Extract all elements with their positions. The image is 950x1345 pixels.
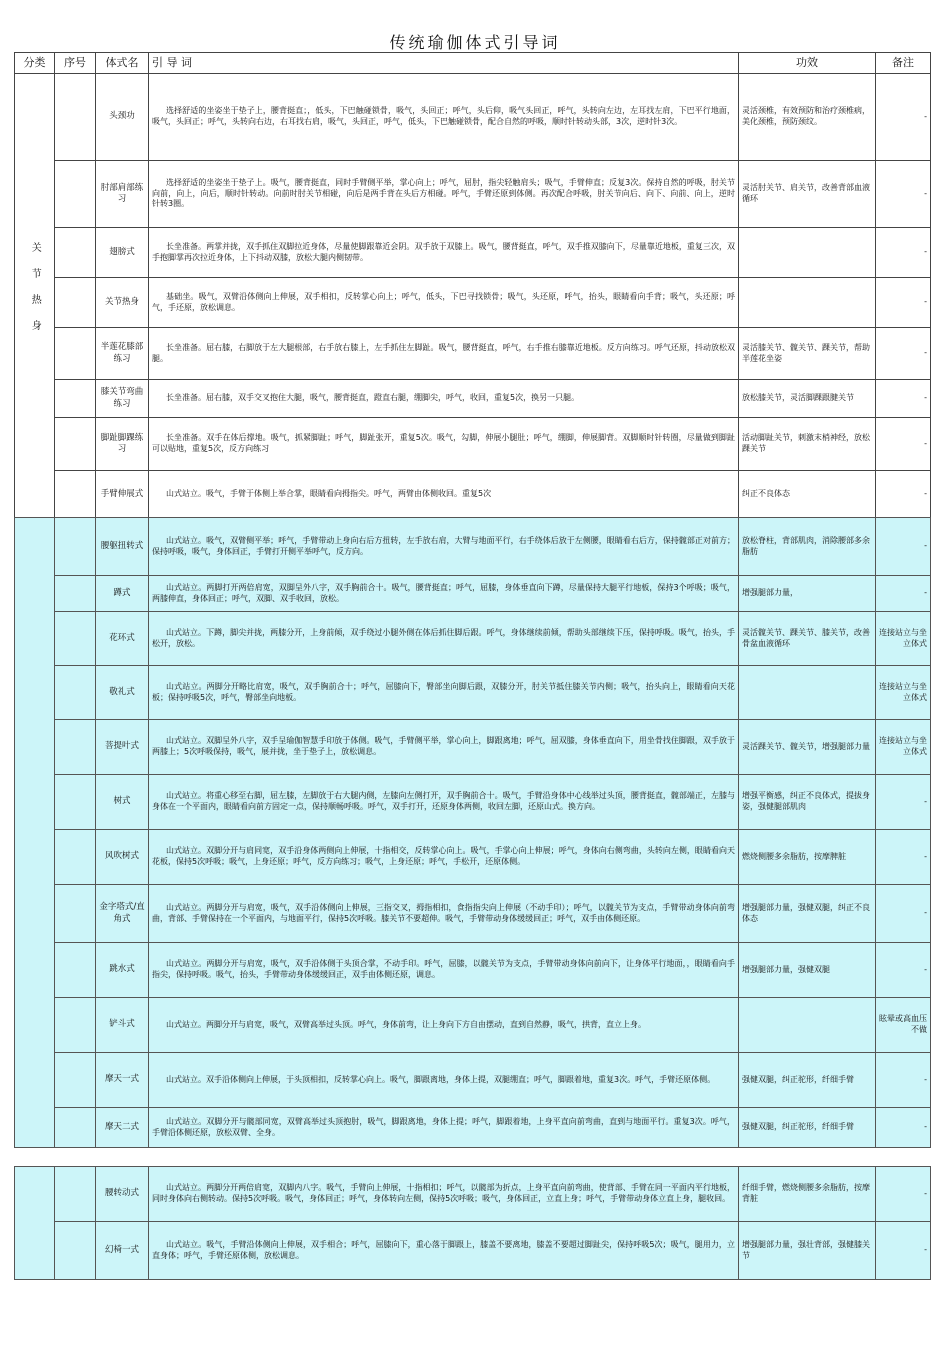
pose-name-cell: 敬礼式 — [96, 666, 149, 720]
header-guide: 引 导 词 — [149, 53, 739, 74]
table-row — [15, 1108, 931, 1148]
guide-text-cell: 山式站立。两脚打开两倍肩宽，双脚呈外八字，双手胸前合十。吸气，腰背挺直；呼气，屈膝，身体垂直向下蹲，尽量保持大腿平行地板，保持3个呼吸；吸气，两膝伸直，身体回正；呼气，双脚、双手收回，放松。 — [149, 576, 739, 612]
number-cell — [55, 278, 96, 328]
number-cell — [55, 943, 96, 998]
guide-text-cell: 山式站立。下蹲，脚尖并拢，两膝分开，上身前倾，双手绕过小腿外侧在体后抓住脚后跟。呼气，身体继续前倾，帮助头部继续下压，保持呼吸。吸气，抬头，手松开，放松。 — [149, 612, 739, 666]
number-cell — [55, 418, 96, 471]
table-row — [15, 1053, 931, 1108]
table-row — [15, 278, 931, 328]
number-cell — [55, 885, 96, 943]
guide-text-cell: 山式站立。吸气，手臂沿体侧向上伸展，双手相合；呼气，屈膝向下，重心落于脚跟上，膝盖不要离地，膝盖不要超过脚趾尖，保持呼吸5次；吸气，腿用力，立直身体；呼气，手臂还原体侧，放松调息。 — [149, 1222, 739, 1280]
pose-name-cell: 关节热身 — [96, 278, 149, 328]
guide-text-cell: 长坐准备。两掌并拢，双手抓住双脚拉近身体，尽量使脚跟靠近会阴。双手放于双膝上。吸气，腰背挺直，呼气，双手推双膝向下，尽量靠近地板，重复三次，双手抱脚掌再次拉近身体，上下抖动双膝，放松大腿内侧韧带。 — [149, 228, 739, 278]
pose-name-cell: 半莲花膝部练习 — [96, 328, 149, 380]
note-cell: 连接站立与坐立体式 — [876, 612, 931, 666]
header-number: 序号 — [55, 53, 96, 74]
number-cell — [55, 612, 96, 666]
note-cell: - — [876, 830, 931, 885]
table-header-row — [15, 53, 931, 74]
pose-table-section-1 — [14, 52, 931, 519]
number-cell — [55, 666, 96, 720]
table-row — [15, 380, 931, 418]
note-cell: - — [876, 418, 931, 471]
note-cell: - — [876, 278, 931, 328]
pose-name-cell: 腰转动式 — [96, 1167, 149, 1222]
table-row — [15, 1222, 931, 1280]
pose-name-cell: 花环式 — [96, 612, 149, 666]
effect-cell: 灵活踝关节、髋关节，增强腿部力量 — [739, 720, 876, 775]
effect-cell: 放松脊柱，背部肌肉，消除腰部多余脂肪 — [739, 518, 876, 576]
effect-cell: 灵活肘关节、肩关节，改善背部血液循环 — [739, 161, 876, 228]
number-cell — [55, 830, 96, 885]
note-cell: - — [876, 328, 931, 380]
number-cell — [55, 576, 96, 612]
table-row — [15, 161, 931, 228]
guide-text-cell: 山式站立。双脚呈外八字，双手呈瑜伽智慧手印放于体侧。吸气，手臂侧平举，掌心向上，脚跟离地；呼气，屈双膝，身体垂直向下，用坐骨找住脚跟，双手放于两膝上；5次呼吸保持，吸气，展并拢，坐于垫子上，放松调息。 — [149, 720, 739, 775]
effect-cell: 增强腿部力量，强健双腿 — [739, 943, 876, 998]
guide-text-cell: 选择舒适的坐姿坐于垫子上。吸气，腰背挺直，同时手臂侧平举，掌心向上；呼气，屈肘，指尖轻触肩头；吸气，手臂伸直；反复3次。保持自然的呼吸，肘关节向前，向上，向后，顺时针转动。向前时肘关节相碰，向后是两手背在头后方相碰。呼气，手臂还原到体侧。再次配合呼吸，肘关节向后、向下、向前、向上，逆时针转3圈。 — [149, 161, 739, 228]
effect-cell: 纤细手臂，燃烧侧腰多余脂肪，按摩背脏 — [739, 1167, 876, 1222]
pose-name-cell: 树式 — [96, 775, 149, 830]
effect-cell: 增强平衡感，纠正不良体式，提拔身姿，强健腿部肌肉 — [739, 775, 876, 830]
number-cell — [55, 775, 96, 830]
guide-text-cell: 山式站立。双脚分开与肩同宽，双手沿身体两侧向上伸展，十指相交，反转掌心向上。吸气，手掌心向上伸展；呼气，身体向右侧弯曲，头转向左侧，眼睛看向天花板，保持5次呼吸；吸气，上身还原；呼气，反方向练习；吸气，上身还原；呼气，手松开，还原体侧。 — [149, 830, 739, 885]
pose-name-cell: 铲斗式 — [96, 998, 149, 1053]
note-cell: - — [876, 576, 931, 612]
guide-text-cell: 山式站立。双脚分开与髋部同宽，双臂高举过头顶抱肘，吸气，脚跟离地，身体上提；呼气，脚跟着地，上身平直向前弯曲，直到与地面平行。重复3次。呼气，手臂沿体侧还原，放松双臂、全身。 — [149, 1108, 739, 1148]
table-row — [15, 518, 931, 576]
table-row — [15, 998, 931, 1053]
table-row — [15, 328, 931, 380]
note-cell: - — [876, 885, 931, 943]
table-row — [15, 74, 931, 161]
pose-name-cell: 跳水式 — [96, 943, 149, 998]
number-cell — [55, 328, 96, 380]
guide-text-cell: 山式站立。两脚分开与肩宽，吸气，双手沿体侧于头顶合掌，不动手印。呼气，屈膝，以髋关节为支点，手臂带动身体向前向下，让身体平行地面，，眼睛看向手指尖，保持呼吸。吸气，抬头，手臂带动身体缓缓回正，双手由体侧还原，调息。 — [149, 943, 739, 998]
page-title: 传统瑜伽体式引导词 — [389, 33, 561, 52]
pose-name-cell: 腰躯扭转式 — [96, 518, 149, 576]
table-row — [15, 666, 931, 720]
guide-text-cell: 山式站立。两脚分开与肩宽，吸气，双手沿体侧向上伸展，三指交叉，拇指相扣，食指指尖向上伸展（不动手印）；呼气，以髋关节为支点，手臂带动身体向前弯曲，背部、手臂保持在一个平面内，与地面平行，保持5次呼吸。膝关节不要超伸。吸气，手臂带动身体缓缓回正；呼气，双手由体侧还原。 — [149, 885, 739, 943]
guide-text-cell: 山式站立。两脚分开两倍肩宽，双脚内八字。吸气，手臂向上伸展，十指相扣；呼气，以髋部为折点，上身平直向前弯曲，使背部、手臂在同一平面内平行地板，同时身体向右侧转动。保持5次呼吸。吸气，身体回正；呼气，身体转向左侧，保持5次呼吸；吸气，身体回正，立直上身；呼气，手臂带动身体立直上身，腿收回。 — [149, 1167, 739, 1222]
number-cell — [55, 1222, 96, 1280]
guide-text-cell: 长坐准备。双手在体后撑地。吸气，抓紧脚趾；呼气，脚趾张开，重复5次。吸气，勾脚，伸展小腿肚；呼气，绷脚，伸展脚背。双脚顺时针转圈，尽量做到脚趾可以贴地，重复5次，反方向练习 — [149, 418, 739, 471]
number-cell — [55, 998, 96, 1053]
effect-cell: 活动脚趾关节，刺激末梢神经，放松踝关节 — [739, 418, 876, 471]
effect-cell: 强健双腿，纠正驼形，纤细手臂 — [739, 1053, 876, 1108]
category-label: 关节热身 — [29, 242, 41, 347]
number-cell — [55, 1108, 96, 1148]
note-cell: - — [876, 1053, 931, 1108]
table-row — [15, 228, 931, 278]
guide-text-cell: 山式站立。双手沿体侧向上伸展，于头顶相扣，反转掌心向上。吸气，脚跟离地，身体上提，双腿绷直；呼气，脚跟着地，重复3次。呼气，手臂还原体侧。 — [149, 1053, 739, 1108]
effect-cell — [739, 228, 876, 278]
guide-text-cell: 选择舒适的坐姿坐于垫子上，腰背挺直；，低头，下巴触碰锁骨，吸气，头回正；呼气，头后仰，吸气头回正，呼气，头转向左边，左耳找左肩，下巴平行地面，吸气，头回正；呼气，头转向右边，右耳找右肩，吸气，头回正，呼气，低头，下巴触碰锁骨，配合自然的呼吸，顺时针转动头部，3次，逆时针3次。 — [149, 74, 739, 161]
pose-table-section-2 — [14, 517, 931, 1148]
pose-name-cell: 头颈功 — [96, 74, 149, 161]
note-cell: - — [876, 518, 931, 576]
table-row — [15, 885, 931, 943]
header-effect: 功效 — [739, 53, 876, 74]
guide-text-cell: 长坐准备。屈右膝，双手交叉抱住大腿，吸气，腰背挺直，蹬直右腿，绷脚尖，呼气，收回，重复5次，换另一只腿。 — [149, 380, 739, 418]
effect-cell: 强健双腿，纠正驼形，纤细手臂 — [739, 1108, 876, 1148]
note-cell: - — [876, 228, 931, 278]
table-row — [15, 471, 931, 519]
table-row — [15, 576, 931, 612]
category-cell — [15, 74, 55, 519]
pose-name-cell: 脚趾脚踝练习 — [96, 418, 149, 471]
guide-text-cell: 山式站立。吸气，双臂侧平举；呼气，手臂带动上身向右后方扭转，左手放右肩，大臂与地面平行，右手绕体后放于左侧腰，眼睛看右后方，保持髋部正对前方；保持呼吸，吸气，身体回正，手臂打开侧平举呼气，反方向。 — [149, 518, 739, 576]
guide-text-cell: 基础坐。吸气，双臂沿体侧向上伸展，双手相扣，反转掌心向上；呼气，低头，下巴寻找锁骨；吸气，头还原，呼气，抬头，眼睛看向手背；吸气，头还原；呼气，手还原，放松调息。 — [149, 278, 739, 328]
note-cell: - — [876, 1108, 931, 1148]
pose-name-cell: 风吹树式 — [96, 830, 149, 885]
effect-cell: 增强腿部力量，强壮背部，强健膝关节 — [739, 1222, 876, 1280]
effect-cell: 灵活髋关节、踝关节、膝关节，改善骨盆血液循环 — [739, 612, 876, 666]
note-cell: 连接站立与坐立体式 — [876, 720, 931, 775]
number-cell — [55, 1167, 96, 1222]
guide-text-cell: 山式站立。两脚分开略比肩宽，吸气，双手胸前合十；呼气，屈膝向下，臀部坐向脚后跟，双膝分开，肘关节抵住膝关节内侧；吸气，抬头向上，眼睛看向天花板；保持呼吸5次，呼气，臀部坐向地板。 — [149, 666, 739, 720]
table-row — [15, 830, 931, 885]
effect-cell — [739, 666, 876, 720]
note-cell: - — [876, 1167, 931, 1222]
effect-cell: 纠正不良体态 — [739, 471, 876, 519]
note-cell: 连接站立与坐立体式 — [876, 666, 931, 720]
header-category: 分类 — [15, 53, 55, 74]
category-cell — [15, 518, 55, 1148]
number-cell — [55, 1053, 96, 1108]
table-row — [15, 943, 931, 998]
note-cell: 眩晕或高血压不做 — [876, 998, 931, 1053]
table-row — [15, 418, 931, 471]
effect-cell — [739, 998, 876, 1053]
number-cell — [55, 228, 96, 278]
pose-name-cell: 菩提叶式 — [96, 720, 149, 775]
pose-name-cell: 幻椅一式 — [96, 1222, 149, 1280]
pose-name-cell: 肘部肩部练习 — [96, 161, 149, 228]
number-cell — [55, 380, 96, 418]
note-cell: - — [876, 380, 931, 418]
pose-table-section-3 — [14, 1166, 931, 1280]
number-cell — [55, 74, 96, 161]
guide-text-cell: 长坐准备。屈右膝，右脚放于左大腿根部，右手放右膝上，左手抓住左脚趾。吸气，腰背挺直，呼气，右手推右膝靠近地板。反方向练习。呼气还原，抖动放松双腿。 — [149, 328, 739, 380]
effect-cell: 灵活膝关节、髋关节、踝关节，帮助半莲花坐姿 — [739, 328, 876, 380]
pose-name-cell: 翅膀式 — [96, 228, 149, 278]
table-row — [15, 612, 931, 666]
guide-text-cell: 山式站立。吸气，手臂于体侧上举合掌，眼睛看向拇指尖。呼气，两臂由体侧收回。重复5次 — [149, 471, 739, 519]
guide-text-cell: 山式站立。将重心移至右脚，屈左膝，左脚放于右大腿内侧，左膝向左侧打开，双手胸前合十。吸气，手臂沿身体中心线举过头顶，腰背挺直，髋部端正，左膝与身体在一个平面内，眼睛看向前方固定一点，保持顺畅呼吸。呼气，双手打开，还原身体两侧，收回左脚，还原山式。换方向。 — [149, 775, 739, 830]
effect-cell: 放松膝关节，灵活脚踝跟腱关节 — [739, 380, 876, 418]
pose-name-cell: 摩天二式 — [96, 1108, 149, 1148]
pose-name-cell: 蹲式 — [96, 576, 149, 612]
header-pose: 体式名 — [96, 53, 149, 74]
effect-cell: 灵活颈椎，有效预防和治疗颈椎病，美化颈椎，预防颈纹。 — [739, 74, 876, 161]
effect-cell: 燃烧侧腰多余脂肪，按摩脾脏 — [739, 830, 876, 885]
number-cell — [55, 161, 96, 228]
note-cell: - — [876, 471, 931, 519]
note-cell: - — [876, 1222, 931, 1280]
note-cell: - — [876, 775, 931, 830]
header-note: 备注 — [876, 53, 931, 74]
number-cell — [55, 720, 96, 775]
pose-name-cell: 摩天一式 — [96, 1053, 149, 1108]
pose-name-cell: 金字塔式/直角式 — [96, 885, 149, 943]
effect-cell — [739, 278, 876, 328]
number-cell — [55, 518, 96, 576]
note-cell: - — [876, 161, 931, 228]
pose-name-cell: 手臂伸展式 — [96, 471, 149, 519]
effect-cell: 增强腿部力量， — [739, 576, 876, 612]
number-cell — [55, 471, 96, 519]
effect-cell: 增强腿部力量，强健双腿，纠正不良体态 — [739, 885, 876, 943]
note-cell: - — [876, 943, 931, 998]
guide-text-cell: 山式站立。两脚分开与肩宽，吸气，双臂高举过头顶。呼气，身体前弯，让上身向下方自由摆动，直到自然静，吸气，拱背，直立上身。 — [149, 998, 739, 1053]
table-row — [15, 775, 931, 830]
pose-name-cell: 膝关节弯曲练习 — [96, 380, 149, 418]
category-cell — [15, 1167, 55, 1280]
note-cell: - — [876, 74, 931, 161]
table-row — [15, 1167, 931, 1222]
table-row — [15, 720, 931, 775]
